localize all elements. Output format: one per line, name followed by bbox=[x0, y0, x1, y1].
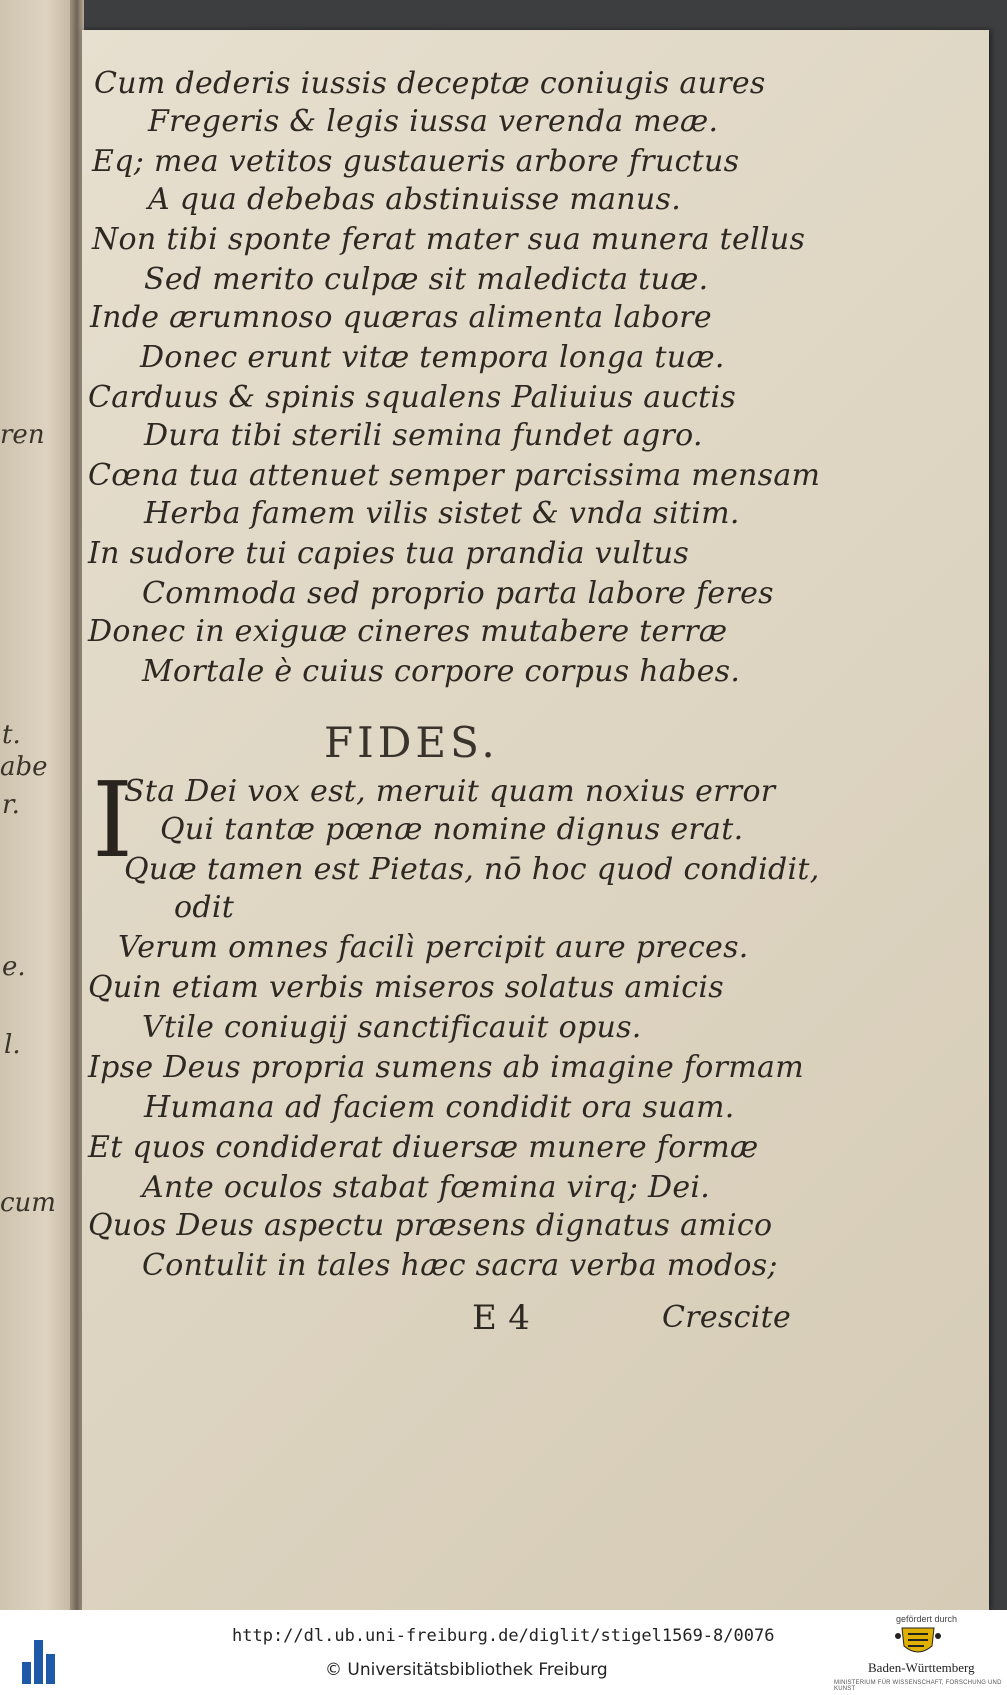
permalink[interactable]: http://dl.ub.uni-freiburg.de/diglit/stigel1569-8/0076 bbox=[232, 1626, 775, 1646]
margin-fragment: abe bbox=[0, 752, 48, 782]
catchword: Crescite bbox=[662, 1300, 792, 1335]
verse-line: Ipse Deus propria sumens ab imagine formam bbox=[88, 1050, 804, 1085]
verse-line: Dura tibi sterili semina fundet agro. bbox=[144, 418, 703, 453]
verse-line: Herba famem vilis sistet & vnda sitim. bbox=[144, 496, 740, 531]
verse-line: Contulit in tales hæc sacra verba modos; bbox=[142, 1248, 778, 1283]
margin-fragment: cum bbox=[0, 1188, 56, 1218]
facing-page-edge bbox=[0, 0, 78, 1610]
verse-line: Carduus & spinis squalens Paliuius auctis bbox=[88, 380, 737, 415]
verse-line: Donec in exiguæ cineres mutabere terræ bbox=[88, 614, 728, 649]
drop-cap: I bbox=[92, 759, 134, 881]
verse-line: Vtile coniugij sanctificauit opus. bbox=[142, 1010, 642, 1045]
funder-ministry: MINISTERIUM FÜR WISSENSCHAFT, FORSCHUNG UND KUNST bbox=[834, 1680, 1002, 1692]
verse-line: Inde ærumnoso quæras alimenta labore bbox=[90, 300, 712, 335]
verse-line: Mortale è cuius corpore corpus habes. bbox=[142, 654, 741, 689]
verse-line: Fregeris & legis iussa verenda meæ. bbox=[148, 104, 719, 139]
verse-line: Non tibi sponte ferat mater sua munera tellus bbox=[92, 222, 806, 257]
book-page bbox=[82, 30, 989, 1610]
margin-fragment: l. bbox=[4, 1030, 21, 1060]
verse-line: Cum dederis iussis deceptæ coniugis aures bbox=[94, 66, 766, 101]
verse-line: Et quos condiderat diuersæ munere formæ bbox=[88, 1130, 759, 1165]
verse-line: Quæ tamen est Pietas, nō hoc quod condidit, bbox=[124, 852, 820, 887]
verse-block bbox=[82, 30, 989, 1610]
coat-of-arms-icon bbox=[894, 1624, 942, 1660]
margin-fragment: r. bbox=[2, 790, 20, 820]
verse-line: Eq; mea vetitos gustaueris arbore fructus bbox=[92, 144, 740, 179]
verse-line: Qui tantæ pœnæ nomine dignus erat. bbox=[160, 812, 744, 847]
margin-fragment: ren bbox=[0, 420, 45, 450]
copyright-text: © Universitätsbibliothek Freiburg bbox=[325, 1660, 608, 1680]
signature-mark: E 4 bbox=[472, 1298, 531, 1338]
verse-line: A qua debebas abstinuisse manus. bbox=[148, 182, 682, 217]
funder-name: Baden-Württemberg bbox=[868, 1660, 975, 1675]
margin-fragment: e. bbox=[2, 952, 26, 982]
verse-line: Commoda sed proprio parta labore feres bbox=[142, 576, 774, 611]
margin-fragment: t. bbox=[2, 720, 21, 750]
section-title: FIDES. bbox=[324, 718, 499, 767]
verse-line: Donec erunt vitæ tempora longa tuæ. bbox=[140, 340, 725, 375]
footer-bar bbox=[0, 1610, 1007, 1695]
ub-freiburg-logo-icon[interactable] bbox=[22, 1634, 64, 1684]
verse-line: Cœna tua attenuet semper parcissima mensam bbox=[88, 458, 821, 493]
verse-line: Sed merito culpæ sit maledicta tuæ. bbox=[144, 262, 709, 297]
funded-by-label: gefördert durch bbox=[896, 1614, 958, 1624]
verse-line: In sudore tui capies tua prandia vultus bbox=[88, 536, 690, 571]
verse-line: Ante oculos stabat fœmina virq; Dei. bbox=[142, 1170, 711, 1205]
verse-line: Humana ad faciem condidit ora suam. bbox=[144, 1090, 735, 1125]
verse-line: Sta Dei vox est, meruit quam noxius error bbox=[124, 774, 776, 809]
verse-line: Quos Deus aspectu præsens dignatus amico bbox=[88, 1208, 773, 1243]
verse-line: Quin etiam verbis miseros solatus amicis bbox=[88, 970, 724, 1005]
verse-line: odit bbox=[174, 890, 235, 925]
verse-line: Verum omnes facilì percipit aure preces. bbox=[118, 930, 749, 965]
